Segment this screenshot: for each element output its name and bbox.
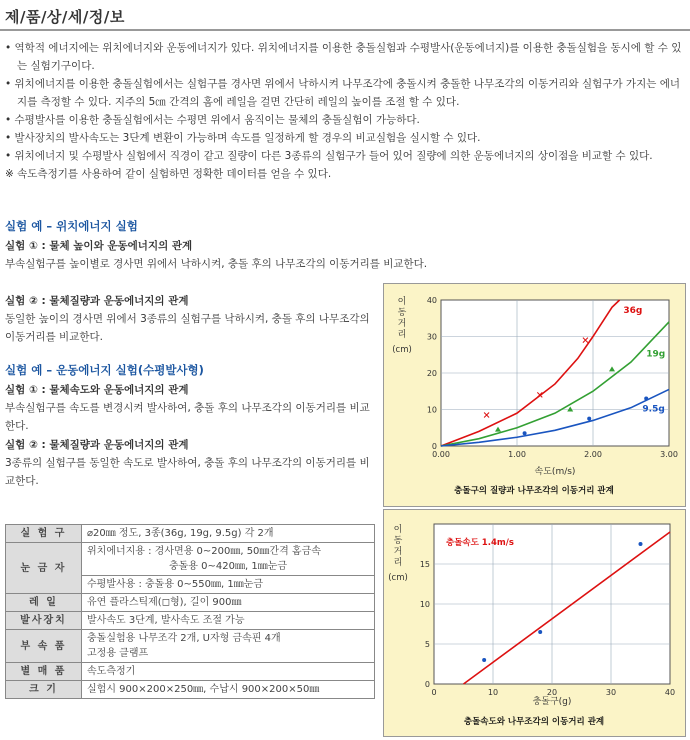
y-tick-label: 10 xyxy=(426,405,437,415)
y-axis-unit: (cm) xyxy=(388,573,408,583)
table-row xyxy=(6,630,375,663)
series-label: 9.5g xyxy=(642,404,665,415)
spec-value: 수평발사용 : 충돌용 0~550㎜, 1㎜눈금 xyxy=(82,576,375,594)
table-row xyxy=(6,594,375,612)
x-tick-label: 0 xyxy=(431,688,437,697)
experiment-body: 부속실험구를 높이별로 경사면 위에서 낙하시켜, 충돌 후의 나무조각의 이동거리를 비교한다. xyxy=(5,258,428,270)
data-point xyxy=(482,658,486,662)
y-axis-label-char: 거 xyxy=(393,547,403,557)
data-point xyxy=(644,397,648,401)
potential-experiment-2 xyxy=(5,292,377,346)
table-row xyxy=(6,681,375,699)
section-title-potential: 실험 예 – 위치에너지 실험 xyxy=(5,219,138,233)
spec-value: 실험시 900×200×250㎜, 수납시 900×200×50㎜ xyxy=(82,681,375,699)
section-title-kinetic: 실험 예 – 운동에너지 실험(수평발사형) xyxy=(5,363,204,377)
spec-value xyxy=(82,543,375,576)
y-tick-label: 15 xyxy=(419,560,430,569)
page-title: 제/품/상/세/정/보 xyxy=(5,8,125,26)
kinetic-experiment-2 xyxy=(5,436,377,490)
chart-velocity-distance-svg xyxy=(384,284,685,506)
experiment-body: 동일한 높이의 경사면 위에서 3종류의 실험구를 낙하시켜, 충돌 후의 나무조각의 이동거리를 비교한다. xyxy=(5,313,370,343)
potential-experiment-1 xyxy=(5,237,505,273)
chart-title: 충돌구의 질량과 나무조각의 이동거리 관계 xyxy=(454,486,614,496)
y-axis-label-char: 동 xyxy=(397,308,407,318)
x-axis-label: 속도(m/s) xyxy=(534,467,576,477)
experiment-heading: 실험 ② : 물체질량과 운동에너지의 관계 xyxy=(5,439,189,451)
x-tick-label: 1.00 xyxy=(508,450,526,459)
y-tick-label: 5 xyxy=(424,640,430,649)
chart-velocity-distance xyxy=(383,283,686,507)
data-point xyxy=(587,417,591,421)
x-tick-label: 30 xyxy=(605,688,617,697)
spec-line: 충돌용 0~420㎜, 1㎜눈금 xyxy=(168,561,288,572)
y-tick-label: 20 xyxy=(426,369,437,378)
title-divider xyxy=(0,29,690,31)
y-axis-label-char: 거 xyxy=(397,319,407,329)
spec-label: 레 일 xyxy=(6,594,82,612)
x-tick-label: 20 xyxy=(546,688,558,697)
y-tick-label: 0 xyxy=(424,680,430,689)
x-tick-label: 0.00 xyxy=(432,450,450,459)
spec-value xyxy=(82,630,375,663)
experiment-body: 3종류의 실험구를 동일한 속도로 발사하여, 충돌 후의 나무조각의 이동거리를 비교한다. xyxy=(5,457,370,487)
series-label: 19g xyxy=(646,349,666,360)
spec-value: 발사속도 3단계, 발사속도 조절 가능 xyxy=(82,612,375,630)
spec-value: ⌀20㎜ 정도, 3종(36g, 19g, 9.5g) 각 2개 xyxy=(82,525,375,543)
experiment-body: 부속실험구를 속도를 변경시켜 발사하여, 충돌 후의 나무조각의 이동거리를 비교한다. xyxy=(5,402,370,432)
kinetic-experiment-1 xyxy=(5,381,377,435)
x-axis-label: 충돌구(g) xyxy=(532,697,572,707)
experiment-heading: 실험 ② : 물체질량과 운동에너지의 관계 xyxy=(5,295,189,307)
spec-label: 실 험 구 xyxy=(6,525,82,543)
spec-value: 유연 플라스틱제(◻형), 길이 900㎜ xyxy=(82,594,375,612)
bullet-item: • 발사장치의 발사속도는 3단계 변환이 가능하며 속도를 일정하게 할 경우의 비교실험을 실시할 수 있다. xyxy=(5,132,481,144)
table-row xyxy=(6,543,375,576)
bullet-item: • 수평발사를 이용한 충돌실험에서는 수평면 위에서 움직이는 물체의 충돌실험이 가능하다. xyxy=(5,114,420,126)
y-axis-unit: (cm) xyxy=(392,345,412,355)
y-tick-label: 30 xyxy=(426,332,437,342)
y-tick-label: 10 xyxy=(419,600,430,609)
spec-label: 별 매 품 xyxy=(6,663,82,681)
spec-label: 눈 금 자 xyxy=(6,543,82,594)
x-tick-label: 3.00 xyxy=(660,450,678,459)
spec-label: 부 속 품 xyxy=(6,630,82,663)
y-axis-label-char: 리 xyxy=(397,330,407,340)
description-list xyxy=(5,39,687,183)
spec-label: 발사장치 xyxy=(6,612,82,630)
spec-table xyxy=(5,524,375,699)
y-axis-label-char: 동 xyxy=(393,536,403,546)
chart-annotation: 충돌속도 1.4m/s xyxy=(446,538,514,548)
table-row xyxy=(6,663,375,681)
spec-line: 고정용 클램프 xyxy=(87,648,149,659)
y-axis-label-char: 리 xyxy=(393,558,403,568)
y-axis-label-char: 이 xyxy=(397,297,407,307)
x-tick-label: 2.00 xyxy=(584,450,602,459)
x-tick-label: 40 xyxy=(664,688,676,697)
y-axis-label-char: 이 xyxy=(393,525,403,535)
bullet-item: • 위치에너지 및 수평발사 실험에서 직경이 같고 질량이 다른 3종류의 실험구가 들어 있어 질량에 의한 운동에너지의 상이점을 비교할 수 있다. xyxy=(5,150,653,162)
spec-label: 크 기 xyxy=(6,681,82,699)
bullet-item: • 위치에너지를 이용한 충돌실험에서는 실험구를 경사면 위에서 낙하시켜 나무조각에 충돌시켜 충돌한 나무조각의 이동거리와 실험구가 가지는 에너지를 측정할 수 있다. 지주의 5㎝ 간격의 홈에 레일을 걸면 간단히 레일의 높이를 조절 할 수 있다. xyxy=(5,78,680,108)
data-point xyxy=(639,542,643,546)
table-row xyxy=(6,525,375,543)
experiment-heading: 실험 ① : 물체 높이와 운동에너지의 관계 xyxy=(5,240,193,252)
bullet-item: • 역학적 에너지에는 위치에너지와 운동에너지가 있다. 위치에너지를 이용한 충돌실험과 수평발사(운동에너지)를 이용한 충돌실험을 동시에 할 수 있는 실험기구이다. xyxy=(5,42,682,72)
spec-line: 충돌실험용 나무조각 2개, U자형 금속핀 4개 xyxy=(87,633,281,644)
spec-line: 위치에너지용 : 경사면용 0~200㎜, 50㎜간격 홈금속 xyxy=(87,546,321,557)
table-row xyxy=(6,612,375,630)
spec-value: 속도측정기 xyxy=(82,663,375,681)
y-tick-label: 0 xyxy=(431,442,437,451)
experiment-heading: 실험 ① : 물체속도와 운동에너지의 관계 xyxy=(5,384,189,396)
chart-mass-distance xyxy=(383,509,686,737)
y-tick-label: 40 xyxy=(426,296,437,305)
series-label: 36g xyxy=(623,305,643,316)
x-tick-label: 10 xyxy=(487,688,499,697)
data-point xyxy=(538,630,542,634)
data-point xyxy=(523,431,527,435)
chart-mass-distance-svg xyxy=(384,510,685,736)
chart-title: 충돌속도와 나무조각의 이동거리 관계 xyxy=(463,717,605,727)
note: ※ 속도측정기를 사용하여 같이 실험하면 정확한 데이터를 얻을 수 있다. xyxy=(5,168,332,180)
